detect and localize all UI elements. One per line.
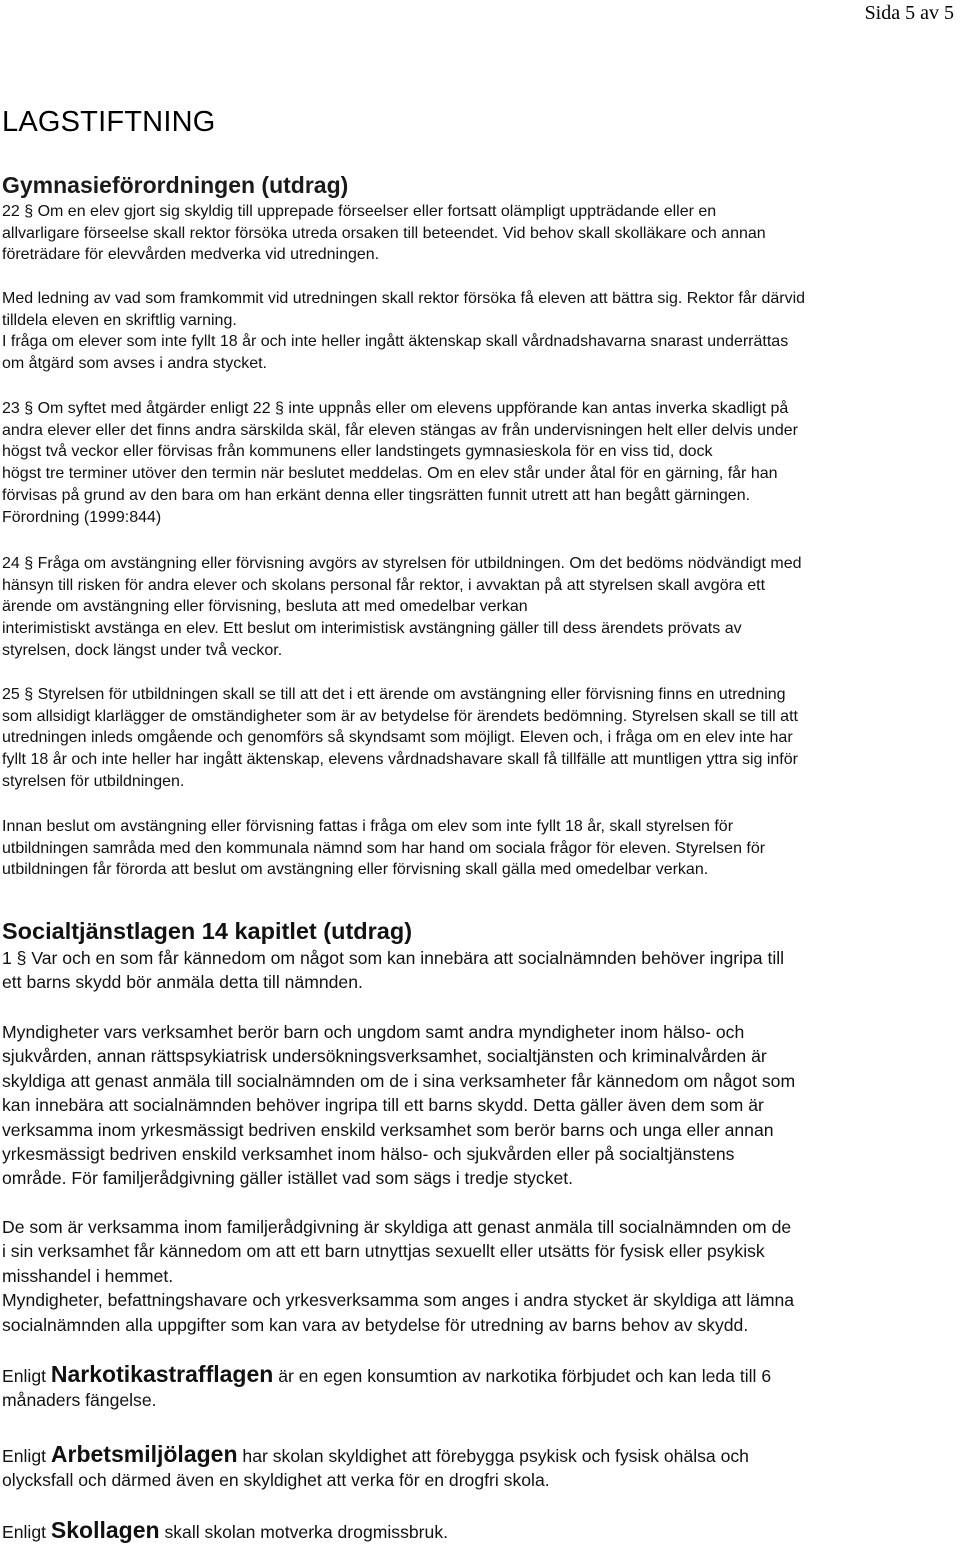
text-line: ärende om avstängning eller förvisning, besluta att med omedelbar verkan xyxy=(2,598,528,616)
section-heading-gymnasieforordningen: Gymnasieförordningen (utdrag) xyxy=(2,172,349,198)
text-line: ett barns skydd bör anmäla detta till nämnden. xyxy=(2,972,363,993)
text-line: sjukvården, annan rättspsykiatrisk undersökningsverksamhet, socialtjänsten och kriminalvården är xyxy=(2,1046,767,1067)
text-line: allvarligare förseelse skall rektor försöka utreda orsaken till beteendet. Vid behov skall skolläkare och annan xyxy=(2,224,766,242)
text-line: 24 § Fråga om avstängning eller förvisning avgörs av styrelsen för utbildningen. Om det bedöms nödvändigt med xyxy=(2,555,802,572)
text-enligt: Enligt xyxy=(2,1446,51,1466)
text-line: utbildningen samråda med den kommunala nämnd som har hand om sociala frågor för eleven. Styrelsen för xyxy=(2,839,766,857)
text-line: 22 § Om en elev gjort sig skyldig till upprepade förseelser eller fortsatt olämpligt uppträdande eller en xyxy=(2,203,717,220)
text-line xyxy=(2,1362,957,1388)
text-line: skyldiga att genast anmäla till socialnämnden om de i sina verksamheter får kännedom om något som xyxy=(2,1070,796,1091)
text-line: högst tre terminer utöver den termin när beslutet meddelas. Om en elev står under åtal för en gärning, får han xyxy=(2,465,778,483)
text-line: yrkesmässigt bedriven enskild verksamhet inom hälso- och sjukvården eller på socialtjänstens xyxy=(2,1144,735,1165)
text-line: 25 § Styrelsen för utbildningen skall se till att det i ett ärende om avstängning eller förvisning finns en utredning xyxy=(2,686,786,703)
text-line: De som är verksamma inom familjerådgivning är skyldiga att genast anmäla till socialnämnden om de xyxy=(2,1217,792,1237)
text-line: 23 § Om syftet med åtgärder enligt 22 § inte uppnås eller om elevens uppförande kan antas inverka skadligt på xyxy=(2,400,789,417)
text-line: om åtgärd som avses i andra stycket. xyxy=(2,355,267,373)
text-line: hänsyn till risken för andra elever och skolans personal får rektor, i avvaktan på att styrelsen skall avgöra ett xyxy=(2,576,766,594)
text-line: Myndigheter vars verksamhet berör barn och ungdom samt andra myndigheter inom hälso- och xyxy=(2,1022,745,1042)
text-line: Förordning (1999:844) xyxy=(2,508,162,526)
law-name-arbetsmiljolagen: Arbetsmiljölagen xyxy=(50,1441,238,1467)
text-line: interimistiskt avstänga en elev. Ett beslut om interimistisk avstängning gäller till dess ärendets prövats av xyxy=(2,620,742,638)
text-line: socialnämnden alla uppgifter som kan vara av betydelse för utredning av barns behov av skydd. xyxy=(2,1314,749,1335)
text-line: i sin verksamhet får kännedom om att ett barn utnyttjas sexuellt eller utsätts för fysisk eller psykisk xyxy=(2,1241,765,1262)
text-line: styrelsen för utbildningen. xyxy=(2,772,185,790)
text-line: andra elever eller det finns andra särskilda skäl, får eleven stängas av från undervisningen helt eller delvis under xyxy=(2,421,799,439)
text-line: utbildningen får förorda att beslut om avstängning eller förvisning skall gälla med omedelbar verkan. xyxy=(2,861,709,879)
text-line: fyllt 18 år och inte heller har ingått äktenskap, elevens vårdnadshavare skall få tillfälle att muntligen yttra sig inför xyxy=(2,751,798,769)
text-line: styrelsen, dock längst under två veckor. xyxy=(2,641,283,659)
paragraph-innan-beslut xyxy=(2,816,957,881)
text-line: verksamma inom yrkesmässigt bedriven enskild verksamhet som berör barns och unga eller annan xyxy=(2,1119,774,1140)
paragraph-22-continued xyxy=(2,288,957,375)
page-number: Sida 5 av 5 xyxy=(864,2,954,24)
law-name-narkotikastrafflagen: Narkotikastrafflagen xyxy=(50,1361,274,1387)
paragraph-narkotikastrafflagen xyxy=(2,1362,957,1413)
text-line: misshandel i hemmet. xyxy=(2,1265,174,1286)
law-name-skollagen: Skollagen xyxy=(50,1517,160,1543)
text-line: månaders fängelse. xyxy=(2,1390,157,1411)
text-enligt: Enligt xyxy=(2,1366,51,1386)
text-line: Innan beslut om avstängning eller förvisning fattas i fråga om elev som inte fyllt 18 år, skall styrelsen för xyxy=(2,818,734,835)
text-line xyxy=(2,1442,957,1468)
paragraph-22 xyxy=(2,201,957,266)
paragraph-social-2 xyxy=(2,1020,957,1191)
paragraph-social-1 xyxy=(2,946,957,995)
paragraph-24 xyxy=(2,553,957,662)
text-line: Myndigheter, befattningshavare och yrkesverksamma som anges i andra stycket är skyldiga att lämna xyxy=(2,1290,795,1311)
section-heading-socialtjanstlagen: Socialtjänstlagen 14 kapitlet (utdrag) xyxy=(2,918,413,944)
text-line: utredningen inleds omgående och genomförs så skyndsamt som möjligt. Eleven och, i fråga om en elev inte har xyxy=(2,729,793,747)
text-line: som allsidigt klarlägger de omständigheter som är av betydelse för ärendets bedömning. Styrelsen skall se till att xyxy=(2,707,798,725)
text-rest: är en egen konsumtion av narkotika förbjudet och kan leda till 6 xyxy=(273,1366,772,1386)
text-line: högst två veckor eller förvisas från kommunens eller landstingets gymnasieskola för en viss tid, dock xyxy=(2,443,713,461)
text-enligt: Enligt xyxy=(2,1522,51,1542)
paragraph-23 xyxy=(2,398,957,528)
paragraph-social-3 xyxy=(2,1215,957,1337)
text-rest: skall skolan motverka drogmissbruk. xyxy=(159,1522,449,1542)
text-line xyxy=(2,1518,957,1544)
text-line: I fråga om elever som inte fyllt 18 år och inte heller ingått äktenskap skall vårdnadshavarna snarast underrättas xyxy=(2,333,789,351)
page-title: LAGSTIFTNING xyxy=(2,106,216,138)
paragraph-25 xyxy=(2,684,957,793)
text-line: förvisas på grund av den bara om han erkänt denna eller tingsrätten funnit utrett att han begått gärningen. xyxy=(2,486,751,504)
text-rest: har skolan skyldighet att förebygga psykisk och fysisk ohälsa och xyxy=(237,1446,749,1466)
paragraph-arbetsmiljolagen xyxy=(2,1442,957,1493)
text-line: olycksfall och därmed även en skyldighet att verka för en drogfri skola. xyxy=(2,1470,550,1491)
text-line: 1 § Var och en som får kännedom om något som kan innebära att socialnämnden behöver ingripa till xyxy=(2,948,785,968)
text-line: Med ledning av vad som framkommit vid utredningen skall rektor försöka få eleven att bättra sig. Rektor får därvid xyxy=(2,290,806,307)
text-line: företrädare för elevvården medverka vid utredningen. xyxy=(2,246,380,264)
paragraph-skollagen xyxy=(2,1518,957,1544)
text-line: kan innebära att socialnämnden behöver ingripa till ett barns skydd. Detta gäller även dem som är xyxy=(2,1095,764,1116)
text-line: område. För familjerådgivning gäller istället vad som sägs i tredje stycket. xyxy=(2,1168,574,1189)
text-line: tilldela eleven en skriftlig varning. xyxy=(2,311,237,329)
